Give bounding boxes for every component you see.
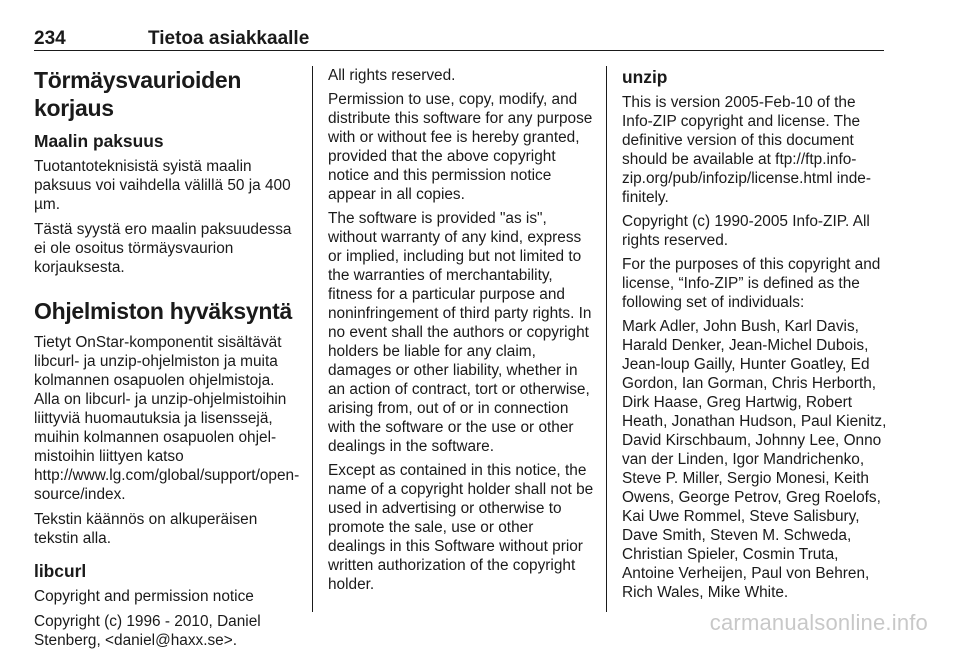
section-heading-collision-repair: Törmäysvaurioiden korjaus — [34, 67, 242, 121]
paragraph: Tietyt OnStar-komponentit sisältävät libcurl- ja unzip-ohjelmiston ja muita kolmannen osapuolen ohjelmistoja. Alla on libcurl- ja unzip-ohjelmistoihin liittyviä huomautuksia ja lisenssejä, muihin kolmannen osapuolen ohjelmistoihin liittyen katso http://www.lg.com/global/support/open-source/index. — [34, 334, 300, 503]
paragraph: Tästä syystä ero maalin paksuudessa ei ole osoitus törmäysvaurion korjauksesta. — [34, 221, 292, 276]
page-number: 234 — [34, 28, 66, 49]
column-2 — [328, 66, 594, 599]
column-3 — [622, 66, 888, 607]
column-1 — [34, 66, 300, 656]
paragraph: Copyright and permission notice — [34, 588, 254, 605]
paragraph: This is version 2005-Feb-10 of the Info-ZIP copyright and license. The definitive version of this document should be available at ftp://ftp.info-zip.org/pub/infozip/license.html indefinitely. — [622, 94, 871, 206]
page-header — [34, 24, 884, 51]
paragraph: For the purposes of this copyright and license, “Info-ZIP” is defined as the following set of individuals: — [622, 256, 881, 311]
subheading-paint-thickness: Maalin paksuus — [34, 131, 164, 151]
watermark: carmanualsonline.info — [709, 610, 928, 635]
paragraph: Mark Adler, John Bush, Karl Davis, Harald Denker, Jean-Michel Dubois, Jean-loup Gailly, Hunter Goatley, Ed Gordon, Ian Gorman, Chris Herborth, Dirk Haase, Greg Hartwig, Robert Heath, Jonathan Hudson, Paul Kienitz, David Kirschbaum, Johnny Lee, Onno van der Linden, Igor Mandrichenko, Steve P. Miller, Sergio Monesi, Keith Owens, George Petrov, Greg Roelofs, Kai Uwe Rommel, Steve Salisbury, Dave Smith, Steven M. Schweda, Christian Spieler, Cosmin Truta, Antoine Verheijen, Paul von Behren, Rich Wales, Mike White. — [622, 318, 887, 601]
paragraph: Copyright (c) 1996 - 2010, Daniel Stenberg, <daniel@haxx.se>. — [34, 613, 261, 649]
paragraph: Copyright (c) 1990-2005 Info-ZIP. All rights reserved. — [622, 213, 870, 249]
paragraph: The software is provided "as is", without warranty of any kind, express or implied, including but not limited to the warranties of merchantability, fitness for a particular purpose and noninfringement of third party rights. In no event shall the authors or copyright holders be liable for any claim, damages or other liability, whether in an action of contract, tort or otherwise, arising from, out of or in connection with the software or the use or other dealings in the software. — [328, 210, 592, 455]
section-heading-software-acknowledgement: Ohjelmiston hyväksyntä — [34, 298, 292, 324]
paragraph: Tuotantoteknisistä syistä maalin paksuus voi vaihdella välillä 50 ja 400 µm. — [34, 158, 291, 213]
column-divider — [606, 66, 607, 612]
subheading-unzip: unzip — [622, 67, 668, 87]
chapter-title: Tietoa asiakkaalle — [148, 28, 310, 49]
paragraph: Tekstin käännös on alkuperäisen tekstin alla. — [34, 511, 258, 547]
column-divider — [312, 66, 313, 612]
subheading-libcurl: libcurl — [34, 561, 87, 581]
paragraph: Except as contained in this notice, the name of a copyright holder shall not be used in advertising or otherwise to promote the sale, use or other dealings in this Software without prior written authorization of the copyright holder. — [328, 462, 594, 593]
paragraph: All rights reserved. — [328, 67, 456, 84]
paragraph: Permission to use, copy, modify, and distribute this software for any purpose with or without fee is hereby granted, provided that the above copyright notice and this permission notice appear in all copies. — [328, 91, 593, 203]
